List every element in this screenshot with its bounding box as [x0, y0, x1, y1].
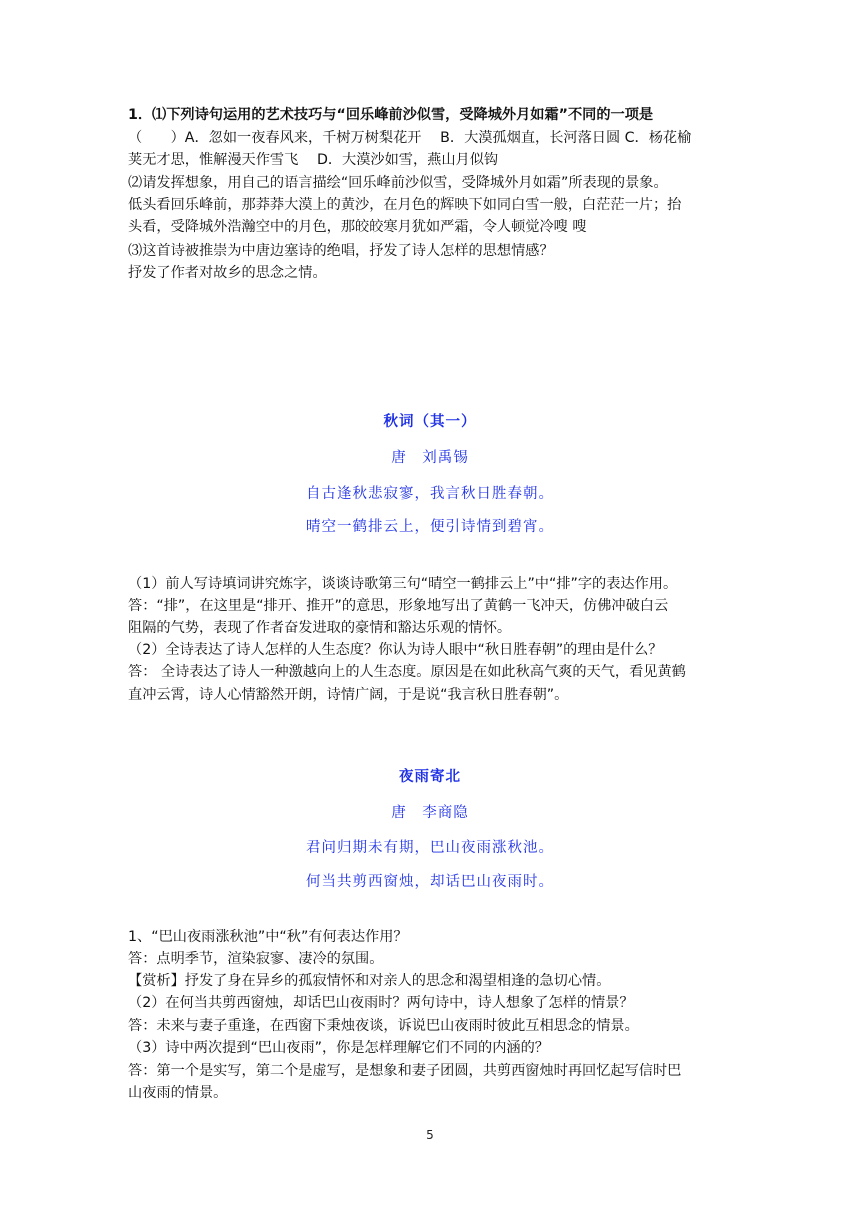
q3-line: 答：点明季节，渲染寂寥、凄冷的氛围。: [128, 951, 384, 967]
q3-line: 山夜雨的情景。: [128, 1085, 228, 1101]
q1-line: ⑵请发挥想象，用自己的语言描绘“回乐峰前沙似雪，受降城外月如霜”所表现的景象。: [128, 175, 668, 191]
poem-line: 君问归期未有期，巴山夜雨涨秋池。: [306, 840, 554, 856]
poem-line: 何当共剪西窗烛，却话巴山夜雨时。: [306, 874, 554, 890]
q1-line: （ ）A．忽如一夜春风来，千树万树梨花开 B．大漠孤烟直，长河落日圆 C．杨花榆: [128, 130, 692, 146]
q2-line: 答：“排”，在这里是“排开、推开”的意思，形象地写出了黄鹤一飞冲天，仿佛冲破白云: [128, 598, 669, 614]
poem-title: 夜雨寄北: [399, 769, 461, 785]
q1-line: 1．⑴下列诗句运用的艺术技巧与“回乐峰前沙似雪，受降城外月如霜”不同的一项是: [128, 107, 654, 123]
poem-line: 自古逢秋悲寂寥，我言秋日胜春朝。: [306, 486, 554, 502]
poem-title: 秋词（其一）: [383, 414, 477, 430]
poem-author: 唐 刘禹锡: [391, 450, 469, 466]
q3-line: 【赏析】抒发了身在异乡的孤寂情怀和对亲人的思念和渴望相逢的急切心情。: [128, 973, 611, 989]
q2-line: 直冲云霄，诗人心情豁然开朗，诗情广阔，于是说“我言秋日胜春朝”。: [128, 687, 569, 703]
q3-line: 答：第一个是实写，第二个是虚写，是想象和妻子团圆，共剪西窗烛时再回忆起写信时巴: [128, 1063, 682, 1079]
q1-line: 低头看回乐峰前，那莽莽大漠上的黄沙，在月色的辉映下如同白雪一般，白茫茫一片；抬: [128, 197, 682, 213]
q2-line: （2）全诗表达了诗人怎样的人生态度？你认为诗人眼中“秋日胜春朝”的理由是什么？: [128, 642, 663, 658]
q3-line: 1、“巴山夜雨涨秋池”中“秋”有何表达作用？: [128, 929, 408, 945]
poem-line: 晴空一鹤排云上，便引诗情到碧宵。: [306, 519, 554, 535]
q3-line: （3）诗中两次提到“巴山夜雨”，你是怎样理解它们不同的内涵的？: [128, 1040, 549, 1056]
poem-author: 唐 李商隐: [391, 805, 469, 821]
page-number: 5: [426, 1128, 434, 1142]
q1-line: ⑶这首诗被推崇为中唐边塞诗的绝唱，抒发了诗人怎样的思想情感？: [128, 243, 554, 259]
q3-line: 答：未来与妻子重逢，在西窗下秉烛夜谈，诉说巴山夜雨时彼此互相思念的情景。: [128, 1018, 639, 1034]
q3-line: （2）在何当共剪西窗烛，却话巴山夜雨时？两句诗中，诗人想象了怎样的情景？: [128, 995, 634, 1011]
q1-line: 抒发了作者对故乡的思念之情。: [128, 265, 327, 281]
q1-line: 头看，受降城外浩瀚空中的月色，那皎皎寒月犹如严霜，令人顿觉冷嗖 嗖: [128, 219, 587, 235]
q2-line: （1）前人写诗填词讲究炼字，谈谈诗歌第三句“晴空一鹤排云上”中“排”字的表达作用。: [128, 576, 678, 592]
q1-line: 荚无才思，惟解漫天作雪飞 D．大漠沙如雪，燕山月似钩: [128, 152, 499, 168]
q2-line: 答： 全诗表达了诗人一种激越向上的人生态度。原因是在如此秋高气爽的天气，看见黄鹤: [128, 664, 686, 680]
q2-line: 阻隔的气势，表现了作者奋发进取的豪情和豁达乐观的情怀。: [128, 620, 512, 636]
